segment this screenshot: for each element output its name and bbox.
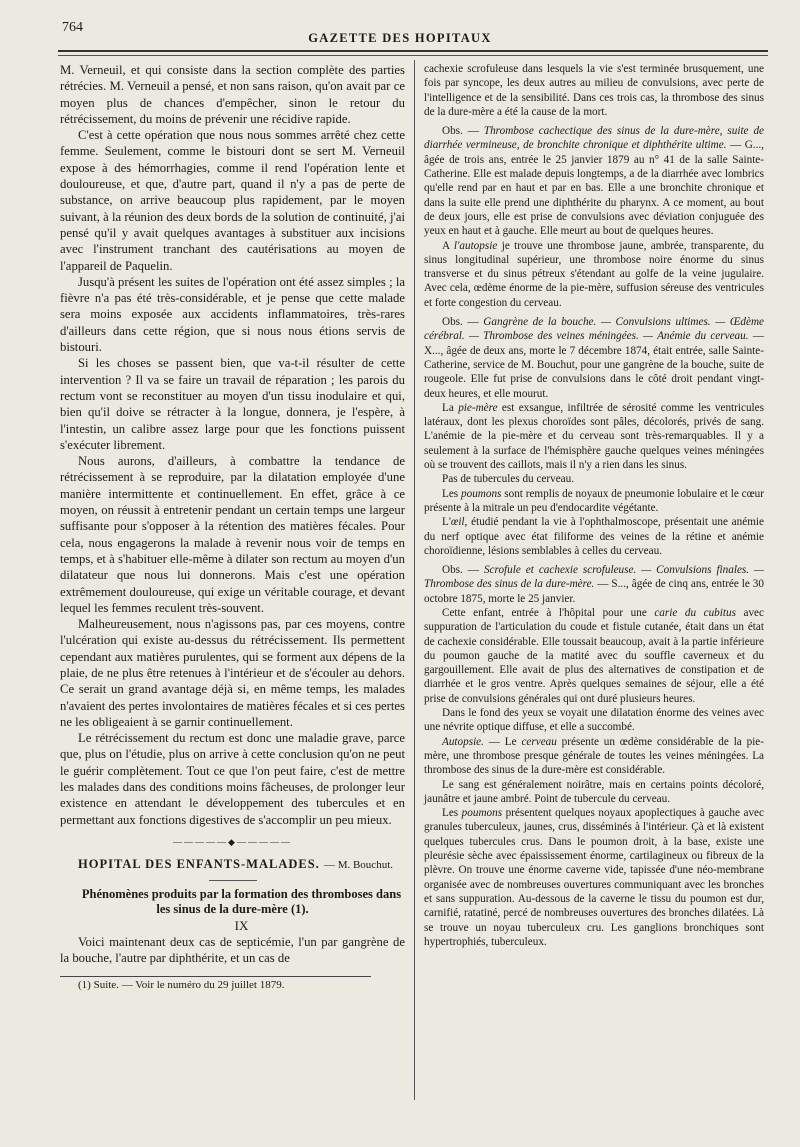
text-italic: poumons	[461, 487, 502, 500]
paragraph	[424, 735, 764, 778]
obs-title: Scrofule et cachexie scrofuleuse. — Convulsions finales. — Thrombose des sinus de la dure-mère.	[424, 564, 764, 591]
section-author: — M. Bouchut.	[323, 859, 393, 872]
text: Les	[442, 807, 462, 820]
obs-title: Gangrène de la bouche. — Convulsions ultimes. — Œdème cérébral. — Thrombose des veines méningées. — Anémie du cerveau.	[424, 316, 764, 343]
paragraph	[424, 515, 764, 558]
paragraph	[424, 606, 764, 706]
section-heading-text: HOPITAL DES ENFANTS-MALADES.	[78, 857, 320, 872]
observation-1	[424, 124, 764, 238]
obs-lead: Obs. —	[442, 125, 484, 138]
observation-3	[424, 563, 764, 606]
header-rule-thin	[58, 55, 768, 56]
text: sont remplis de noyaux de pneumonie lobulaire et le cœur présente à la mitrale un peu d'endocardite végétante.	[424, 487, 765, 514]
observation-2	[424, 315, 764, 401]
text: Cette enfant, entrée à l'hôpital pour une	[442, 606, 655, 619]
obs-text: — G..., âgée de trois ans, entrée le 25 janvier 1879 au n° 41 de la salle Sainte-Catherine. Elle est malade depuis longtemps, a de la diarrhée avec lombrics qu'elle rend par en haut et par en bas. Elle a une bronchite chronique et dans la suite elle prend une diphthérite du pharynx. A ce moment, au bout de deux jours, elle est prise de convulsions avec déviation conjuguée des yeux en haut et à gauche. Elle meurt au bout de quelques heures.	[424, 139, 764, 238]
paragraph: Si les choses se passent bien, que va-t-il résulter de cette intervention ? Il va se faire un travail de réparation ; les parois du rectum vont se reconstituer au moyen d'un tissu inodulaire et qui, bien qu'il doive se rétracter à la longue, donnera, je l'espère, à l'intestin, un calibre assez large pour que les fonctions puissent s'exécuter librement.	[60, 356, 405, 452]
text: La	[442, 401, 459, 414]
obs-lead: Obs. —	[442, 564, 484, 577]
text: Les	[442, 487, 461, 500]
text: , étudié pendant la vie à l'ophthalmoscope, présentait une anémie du nerf optique avec état filiforme des veines de la rétine et anémie choroïdienne, lésions semblables à celles du cerveau.	[424, 516, 764, 557]
paragraph: Pas de tubercules du cerveau.	[442, 473, 575, 486]
text: L'	[442, 516, 451, 529]
paragraph	[424, 401, 764, 472]
text-italic: carie du cubitus	[654, 606, 736, 619]
right-column	[424, 62, 764, 949]
text-italic: poumons	[461, 807, 503, 820]
text-italic: l'autopsie	[453, 239, 498, 252]
left-column	[60, 62, 405, 994]
text: — Le	[483, 735, 522, 748]
paragraph	[424, 239, 764, 310]
article-title: Phénomènes produits par la formation des thromboses dans les sinus de la dure-mère (1).	[81, 886, 402, 917]
text-italic: Autopsie.	[442, 735, 484, 748]
article-intro: Voici maintenant deux cas de septicémie, l'un par gangrène de la bouche, l'autre par diphthérite, et un cas de	[60, 934, 405, 966]
text: présentent quelques noyaux apoplectiques à gauche avec granules tuberculeux, jaunes, crus, disséminés à l'intérieur. Çà et là existent quelques tubercules crus. Dans le poumon droit, à la base, existe une pleurésie sèche avec épaississement énorme, cartilagineux ou fibreux de la plèvre. On trouve une énorme caverne vide, tapissée d'une néo-membrane organisée avec de nombreuses ouvertures communiquant avec les bronches et sans suppuration. Au-dessous de la caverne le tissu du poumon est dur, carnifié, ratatiné, percé de nombreuses ouvertures des bronches dilatées. Là se trouve un noyau tuberculeux cru. Les ganglions bronchiques sont hypertrophiés, tuberculeux.	[424, 807, 764, 948]
footnote: (1) Suite. — Voir le numéro du 29 juillet 1879.	[78, 979, 285, 992]
paragraph: Le sang est généralement noirâtre, mais en certains points décoloré, jaunâtre et jaune ambré. Point de tubercule du cerveau.	[424, 778, 764, 805]
paragraph: Malheureusement, nous n'agissons pas, par ces moyens, contre l'ulcération qui existe au-dessus du rétrécissement. Ils permettent cependant aux matières purulentes, qui se forment aux dépens de la plaie, de ne plus être retenues à l'intérieur et de s'écouler au dehors. Ce serait un grand avantage déjà si, en même temps, les malades n'avaient des pertes involontaires de matières fécales et si ces pertes ne les obligeaient à se garnir continuellement.	[60, 617, 405, 729]
paragraph: Nous aurons, d'ailleurs, à combattre la tendance de rétrécissement à se reproduire, par la dilatation employée d'une manière intermittente et continuellement. En effet, grâce à ce moyen, on réussit à entretenir pendant un certain temps une largeur suffisante pour s'opposer à la rétention des matières fécales. Pour cela, nous engagerons la malade à revenir nous voir de temps en temps, et à s'habituer elle-même à dilater son rectum au moyen d'un dilatateur que nous lui donnerons. Mais c'est une opération extrêmement douloureuse, qui exige un véritable courage, et devant lequel les femmes reculent très-souvent.	[60, 454, 405, 615]
paragraph: Dans le fond des yeux se voyait une dilatation énorme des veines avec une névrite optique diffuse, et elle a succombé.	[424, 707, 764, 734]
section-heading	[60, 856, 405, 873]
text: je trouve une thrombose jaune, ambrée, transparente, du sinus longitudinal supérieur, une thrombose noire énorme du sinus transverse et du sinus pétreux s'étendant au golfe de la veine jugulaire. Avec cela, œdème énorme de la pie-mère, suffusion séreuse des ventricules et forte congestion du cerveau.	[424, 239, 764, 309]
running-title: GAZETTE DES HOPITAUX	[308, 31, 492, 45]
text: avec suppuration de l'articulation du coude et fistule cutanée, était dans un état de cachexie considérable. Elle toussait beaucoup, avait à la partie inférieure du poumon gauche de la matité avec du souffle caverneux et du gargouillement. Elle avait de plus des alternatives de constipation et de diarrhée et le gros ventre. Après quelques semaines de séjour, elle a été prise de convulsions générales qui ont duré plusieurs heures.	[424, 606, 764, 705]
paragraph: M. Verneuil, et qui consiste dans la section complète des parties rétrécies. M. Verneuil a pensé, et non sans raison, qu'on avait par ce moyen plus de chances d'empêcher, sinon le retour du rétrécissement, du moins de prévenir une récidive rapide.	[60, 63, 405, 126]
header-rule	[58, 50, 768, 52]
paragraph: C'est à cette opération que nous nous sommes arrêté chez cette femme. Seulement, comme le bistouri dont se sert M. Verneuil expose à des hémorrhagies, comme il rend l'opération lente et douloureuse, et que, d'autre part, quand il n'y a pas de perte de substance, on arrive beaucoup plus rapidement, par le moyen suivant, à la réunion des deux bords de la solution de continuité, j'ai pensé qu'il y avait quelques avantages à substituer aux incisions avec l'instrument tranchant des cautérisations au moyen de l'appareil de Paquelin.	[60, 128, 405, 273]
short-rule	[209, 880, 257, 881]
text-italic: pie-mère	[458, 401, 498, 414]
article-number: IX	[234, 917, 249, 933]
text-italic: cerveau	[521, 735, 557, 748]
text-italic: œil	[450, 516, 465, 529]
paragraph: Le rétrécissement du rectum est donc une maladie grave, parce que, plus on l'étudie, plus on arrive à cette conclusion qu'on ne peut le guérir complètement. Tout ce que l'on peut faire, c'est de mettre les malades dans des conditions moins fâcheuses, de prolonger leur existence en attendant le développement des tubercules et en permettant aux fonctions digestives de s'accomplir un peu mieux.	[60, 731, 405, 827]
obs-title: Thrombose cachectique des sinus de la dure-mère, suite de diarrhée vermineuse, de bronchite chronique et diphthérite ultime.	[424, 125, 765, 152]
paragraph	[424, 487, 764, 516]
paragraph: cachexie scrofuleuse dans lesquels la vie s'est terminée brusquement, une fois par syncope, les deux autres au milieu de convulsions, avec perte de l'intelligence et de la sensibilité. Dans ces trois cas, la thrombose des sinus de la dure-mère a été la cause de la mort.	[424, 63, 764, 118]
column-divider	[414, 60, 415, 1100]
paragraph	[424, 806, 764, 949]
paragraph: Jusqu'à présent les suites de l'opération ont été assez simples ; la fièvre n'a pas été très-considérable, et je pense que cette malade sera moins exposée aux accidents inflammatoires, très-rares d'ailleurs dans cette région, que si nous nous étions servis de bistouri.	[60, 274, 405, 355]
text: est exsangue, infiltrée de sérosité comme les ventricules latéraux, dont les plexus choroïdes sont pâles, décolorés, privés de sang. L'anémie de la pie-mère et du cerveau sont très-remarquables. Il y a seulement à la surface de l'hémisphère gauche quelques veines méningées où se trouvent des caillots, mais il n'y a rien dans les sinus.	[424, 401, 764, 472]
obs-text: — S..., âgée de cinq ans, entrée le 30 octobre 1875, morte le 25 janvier.	[424, 578, 764, 605]
obs-lead: Obs. —	[442, 316, 484, 329]
page-number: 764	[62, 20, 83, 35]
section-separator: —————◆—————	[173, 836, 292, 847]
text: A	[442, 239, 454, 252]
text: présente un œdème considérable de la pie-mère, une thrombose presque générale de toutes les veines méningées. La thrombose des sinus de la dure-mère est considérable.	[424, 735, 764, 777]
obs-text: — X..., âgée de deux ans, morte le 7 décembre 1874, était entrée, salle Sainte-Catherine, service de M. Bouchut, pour une gangrène de la bouche, suite de rougeole. Elle fut prise de convulsions dans le côté droit pendant vingt-deux heures, et elle mourut.	[424, 330, 765, 400]
